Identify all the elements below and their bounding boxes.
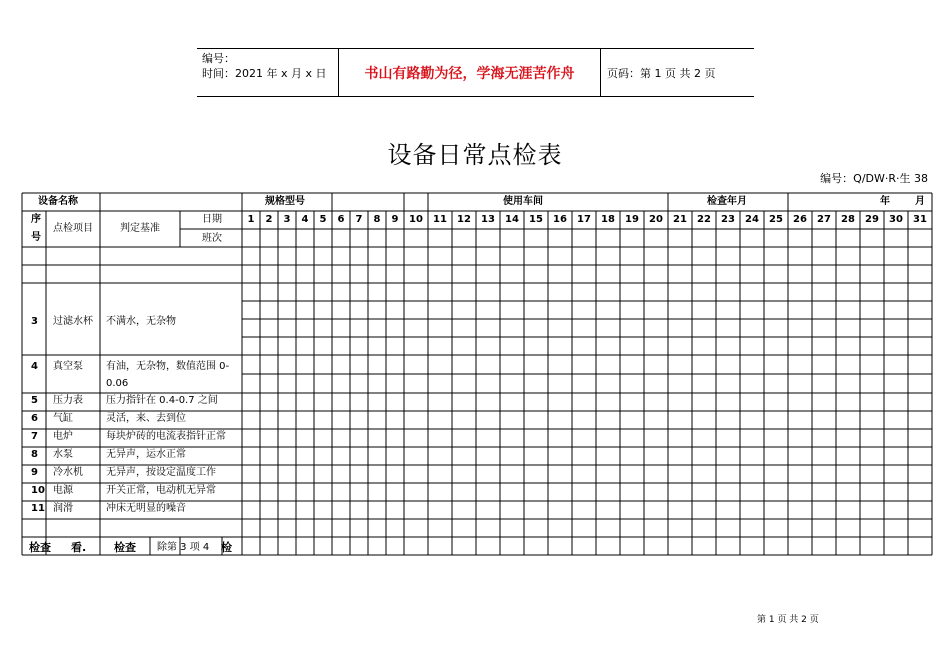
item-number: 6: [31, 413, 38, 424]
item-standard: 无异声，运水正常: [106, 449, 186, 460]
item-number: 5: [31, 395, 38, 406]
item-number: 4: [31, 361, 38, 372]
day-number: 8: [373, 214, 381, 225]
workshop-label: 使用车间: [503, 196, 543, 207]
number-label: 编号：: [202, 52, 235, 65]
day-number: 21: [673, 214, 687, 225]
day-number: 20: [649, 214, 663, 225]
day-number: 13: [481, 214, 495, 225]
day-number: 9: [391, 214, 399, 225]
item-standard: 有油，无杂物，数值范围 0-: [106, 361, 230, 372]
item-standard: 无异声，按设定温度工作: [106, 467, 216, 478]
day-number: 12: [457, 214, 471, 225]
day-number: 17: [577, 214, 591, 225]
doc-number: 编号：Q/DW·R·生 38: [820, 172, 928, 185]
date-header: 日期: [202, 214, 222, 225]
item-standard: 冲床无明显的噪音: [106, 503, 186, 514]
day-number: 23: [721, 214, 735, 225]
day-number: 30: [889, 214, 903, 225]
item-name: 电源: [53, 485, 73, 496]
time-label: 时间：2021 年 x 月 x 日: [202, 67, 327, 80]
item-number: 11: [31, 503, 45, 514]
day-number: 27: [817, 214, 831, 225]
inspect-month-label: 检查年月: [707, 196, 747, 207]
bottom-check-1: 检查: [29, 541, 51, 554]
page-footer: 第 1 页 共 2 页: [757, 615, 819, 625]
item-standard: 开关正常，电动机无异常: [106, 485, 216, 496]
item-name: 过滤水杯: [53, 316, 93, 327]
item-standard: 灵活，来、去到位: [106, 413, 186, 424]
day-number: 11: [433, 214, 447, 225]
day-number: 1: [247, 214, 255, 225]
seq-header-1: 序: [31, 214, 41, 225]
page-label: 页码：第 1 页 共 2 页: [607, 66, 716, 80]
item-name: 水泵: [53, 449, 73, 460]
item-standard: 每块炉砖的电流表指针正常: [106, 431, 226, 442]
day-number: 19: [625, 214, 639, 225]
item-header: 点检项目: [53, 223, 93, 234]
item-standard: 不满水，无杂物: [106, 316, 176, 327]
item-name: 冷水机: [53, 467, 83, 478]
day-number: 26: [793, 214, 807, 225]
page-title: 设备日常点检表: [387, 141, 563, 169]
seq-header-2: 号: [31, 232, 41, 243]
bottom-except: 除第 3 项 4: [157, 542, 210, 553]
day-number: 3: [283, 214, 291, 225]
day-number: 18: [601, 214, 615, 225]
motto: 书山有路勤为径，学海无涯苦作舟: [338, 49, 601, 96]
month-label: 月: [915, 196, 925, 207]
item-number: 7: [31, 431, 38, 442]
bottom-check-2: 检查: [114, 541, 136, 554]
item-name: 真空泵: [53, 361, 83, 372]
standard-header: 判定基准: [120, 223, 160, 234]
equipment-name-label: 设备名称: [38, 196, 78, 207]
item-standard-cont: 0.06: [106, 378, 129, 389]
day-number: 14: [505, 214, 519, 225]
day-number: 24: [745, 214, 759, 225]
day-number: 2: [265, 214, 273, 225]
item-number: 9: [31, 467, 38, 478]
item-number: 3: [31, 316, 38, 327]
bottom-check-3: 检: [221, 541, 232, 554]
day-number: 6: [337, 214, 345, 225]
item-number: 10: [31, 485, 45, 496]
bottom-look: 看.: [71, 541, 87, 554]
spec-model-label: 规格型号: [265, 196, 305, 207]
day-number: 15: [529, 214, 543, 225]
year-label: 年: [880, 196, 890, 207]
day-number: 10: [409, 214, 423, 225]
day-number: 5: [319, 214, 327, 225]
day-number: 31: [913, 214, 927, 225]
day-number: 4: [301, 214, 309, 225]
day-number: 25: [769, 214, 783, 225]
item-name: 润滑: [53, 503, 73, 514]
day-number: 7: [355, 214, 363, 225]
item-number: 8: [31, 449, 38, 460]
item-name: 气缸: [53, 413, 73, 424]
item-standard: 压力指针在 0.4-0.7 之间: [106, 395, 218, 406]
shift-header: 班次: [202, 233, 222, 244]
day-number: 16: [553, 214, 567, 225]
day-number: 28: [841, 214, 855, 225]
day-number: 29: [865, 214, 879, 225]
item-name: 压力表: [53, 395, 83, 406]
item-name: 电炉: [53, 431, 73, 442]
day-number: 22: [697, 214, 711, 225]
